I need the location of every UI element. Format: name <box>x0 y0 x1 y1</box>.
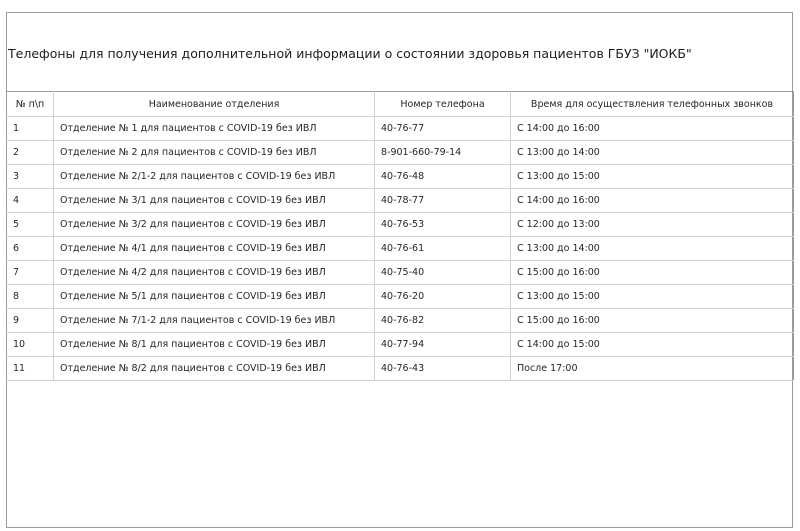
column-header-number: № п\п <box>7 92 54 117</box>
row-phone: 8-901-660-79-14 <box>375 141 511 165</box>
row-number: 1 <box>7 117 54 141</box>
table-row <box>7 213 794 237</box>
row-department: Отделение № 4/1 для пациентов с COVID-19 без ИВЛ <box>54 237 375 261</box>
column-header-department: Наименование отделения <box>54 92 375 117</box>
row-hours: С 14:00 до 16:00 <box>511 189 794 213</box>
table-row <box>7 261 794 285</box>
row-department: Отделение № 2 для пациентов с COVID-19 без ИВЛ <box>54 141 375 165</box>
row-hours: С 14:00 до 15:00 <box>511 333 794 357</box>
column-header-hours: Время для осуществления телефонных звонков <box>511 92 794 117</box>
row-hours: С 15:00 до 16:00 <box>511 261 794 285</box>
row-number: 6 <box>7 237 54 261</box>
row-number: 9 <box>7 309 54 333</box>
row-number: 10 <box>7 333 54 357</box>
row-hours: С 13:00 до 14:00 <box>511 237 794 261</box>
row-phone: 40-76-61 <box>375 237 511 261</box>
row-hours: С 13:00 до 15:00 <box>511 285 794 309</box>
row-department: Отделение № 3/1 для пациентов с COVID-19 без ИВЛ <box>54 189 375 213</box>
phones-table <box>6 91 794 381</box>
row-hours: С 12:00 до 13:00 <box>511 213 794 237</box>
row-phone: 40-76-48 <box>375 165 511 189</box>
row-number: 3 <box>7 165 54 189</box>
row-number: 11 <box>7 357 54 381</box>
row-hours: С 13:00 до 15:00 <box>511 165 794 189</box>
row-department: Отделение № 5/1 для пациентов с COVID-19 без ИВЛ <box>54 285 375 309</box>
row-department: Отделение № 8/2 для пациентов с COVID-19 без ИВЛ <box>54 357 375 381</box>
row-department: Отделение № 2/1-2 для пациентов с COVID-19 без ИВЛ <box>54 165 375 189</box>
row-department: Отделение № 4/2 для пациентов с COVID-19 без ИВЛ <box>54 261 375 285</box>
row-hours: С 14:00 до 16:00 <box>511 117 794 141</box>
column-header-phone: Номер телефона <box>375 92 511 117</box>
table-row <box>7 309 794 333</box>
table-row <box>7 189 794 213</box>
row-number: 7 <box>7 261 54 285</box>
table-row <box>7 285 794 309</box>
row-phone: 40-76-43 <box>375 357 511 381</box>
row-hours: После 17:00 <box>511 357 794 381</box>
row-number: 5 <box>7 213 54 237</box>
row-hours: С 15:00 до 16:00 <box>511 309 794 333</box>
row-phone: 40-76-82 <box>375 309 511 333</box>
row-number: 8 <box>7 285 54 309</box>
row-phone: 40-76-53 <box>375 213 511 237</box>
row-phone: 40-76-20 <box>375 285 511 309</box>
row-number: 4 <box>7 189 54 213</box>
row-hours: С 13:00 до 14:00 <box>511 141 794 165</box>
row-department: Отделение № 3/2 для пациентов с COVID-19 без ИВЛ <box>54 213 375 237</box>
table-row <box>7 333 794 357</box>
table-row <box>7 237 794 261</box>
page-title: Телефоны для получения дополнительной информации о состоянии здоровья пациентов ГБУЗ "ИОКБ" <box>8 46 692 61</box>
table-row <box>7 357 794 381</box>
row-phone: 40-78-77 <box>375 189 511 213</box>
table-row <box>7 117 794 141</box>
row-phone: 40-77-94 <box>375 333 511 357</box>
table-row <box>7 141 794 165</box>
table-header-row <box>7 92 794 117</box>
row-phone: 40-76-77 <box>375 117 511 141</box>
row-department: Отделение № 8/1 для пациентов с COVID-19 без ИВЛ <box>54 333 375 357</box>
row-department: Отделение № 7/1-2 для пациентов с COVID-19 без ИВЛ <box>54 309 375 333</box>
row-department: Отделение № 1 для пациентов с COVID-19 без ИВЛ <box>54 117 375 141</box>
row-phone: 40-75-40 <box>375 261 511 285</box>
row-number: 2 <box>7 141 54 165</box>
table-row <box>7 165 794 189</box>
